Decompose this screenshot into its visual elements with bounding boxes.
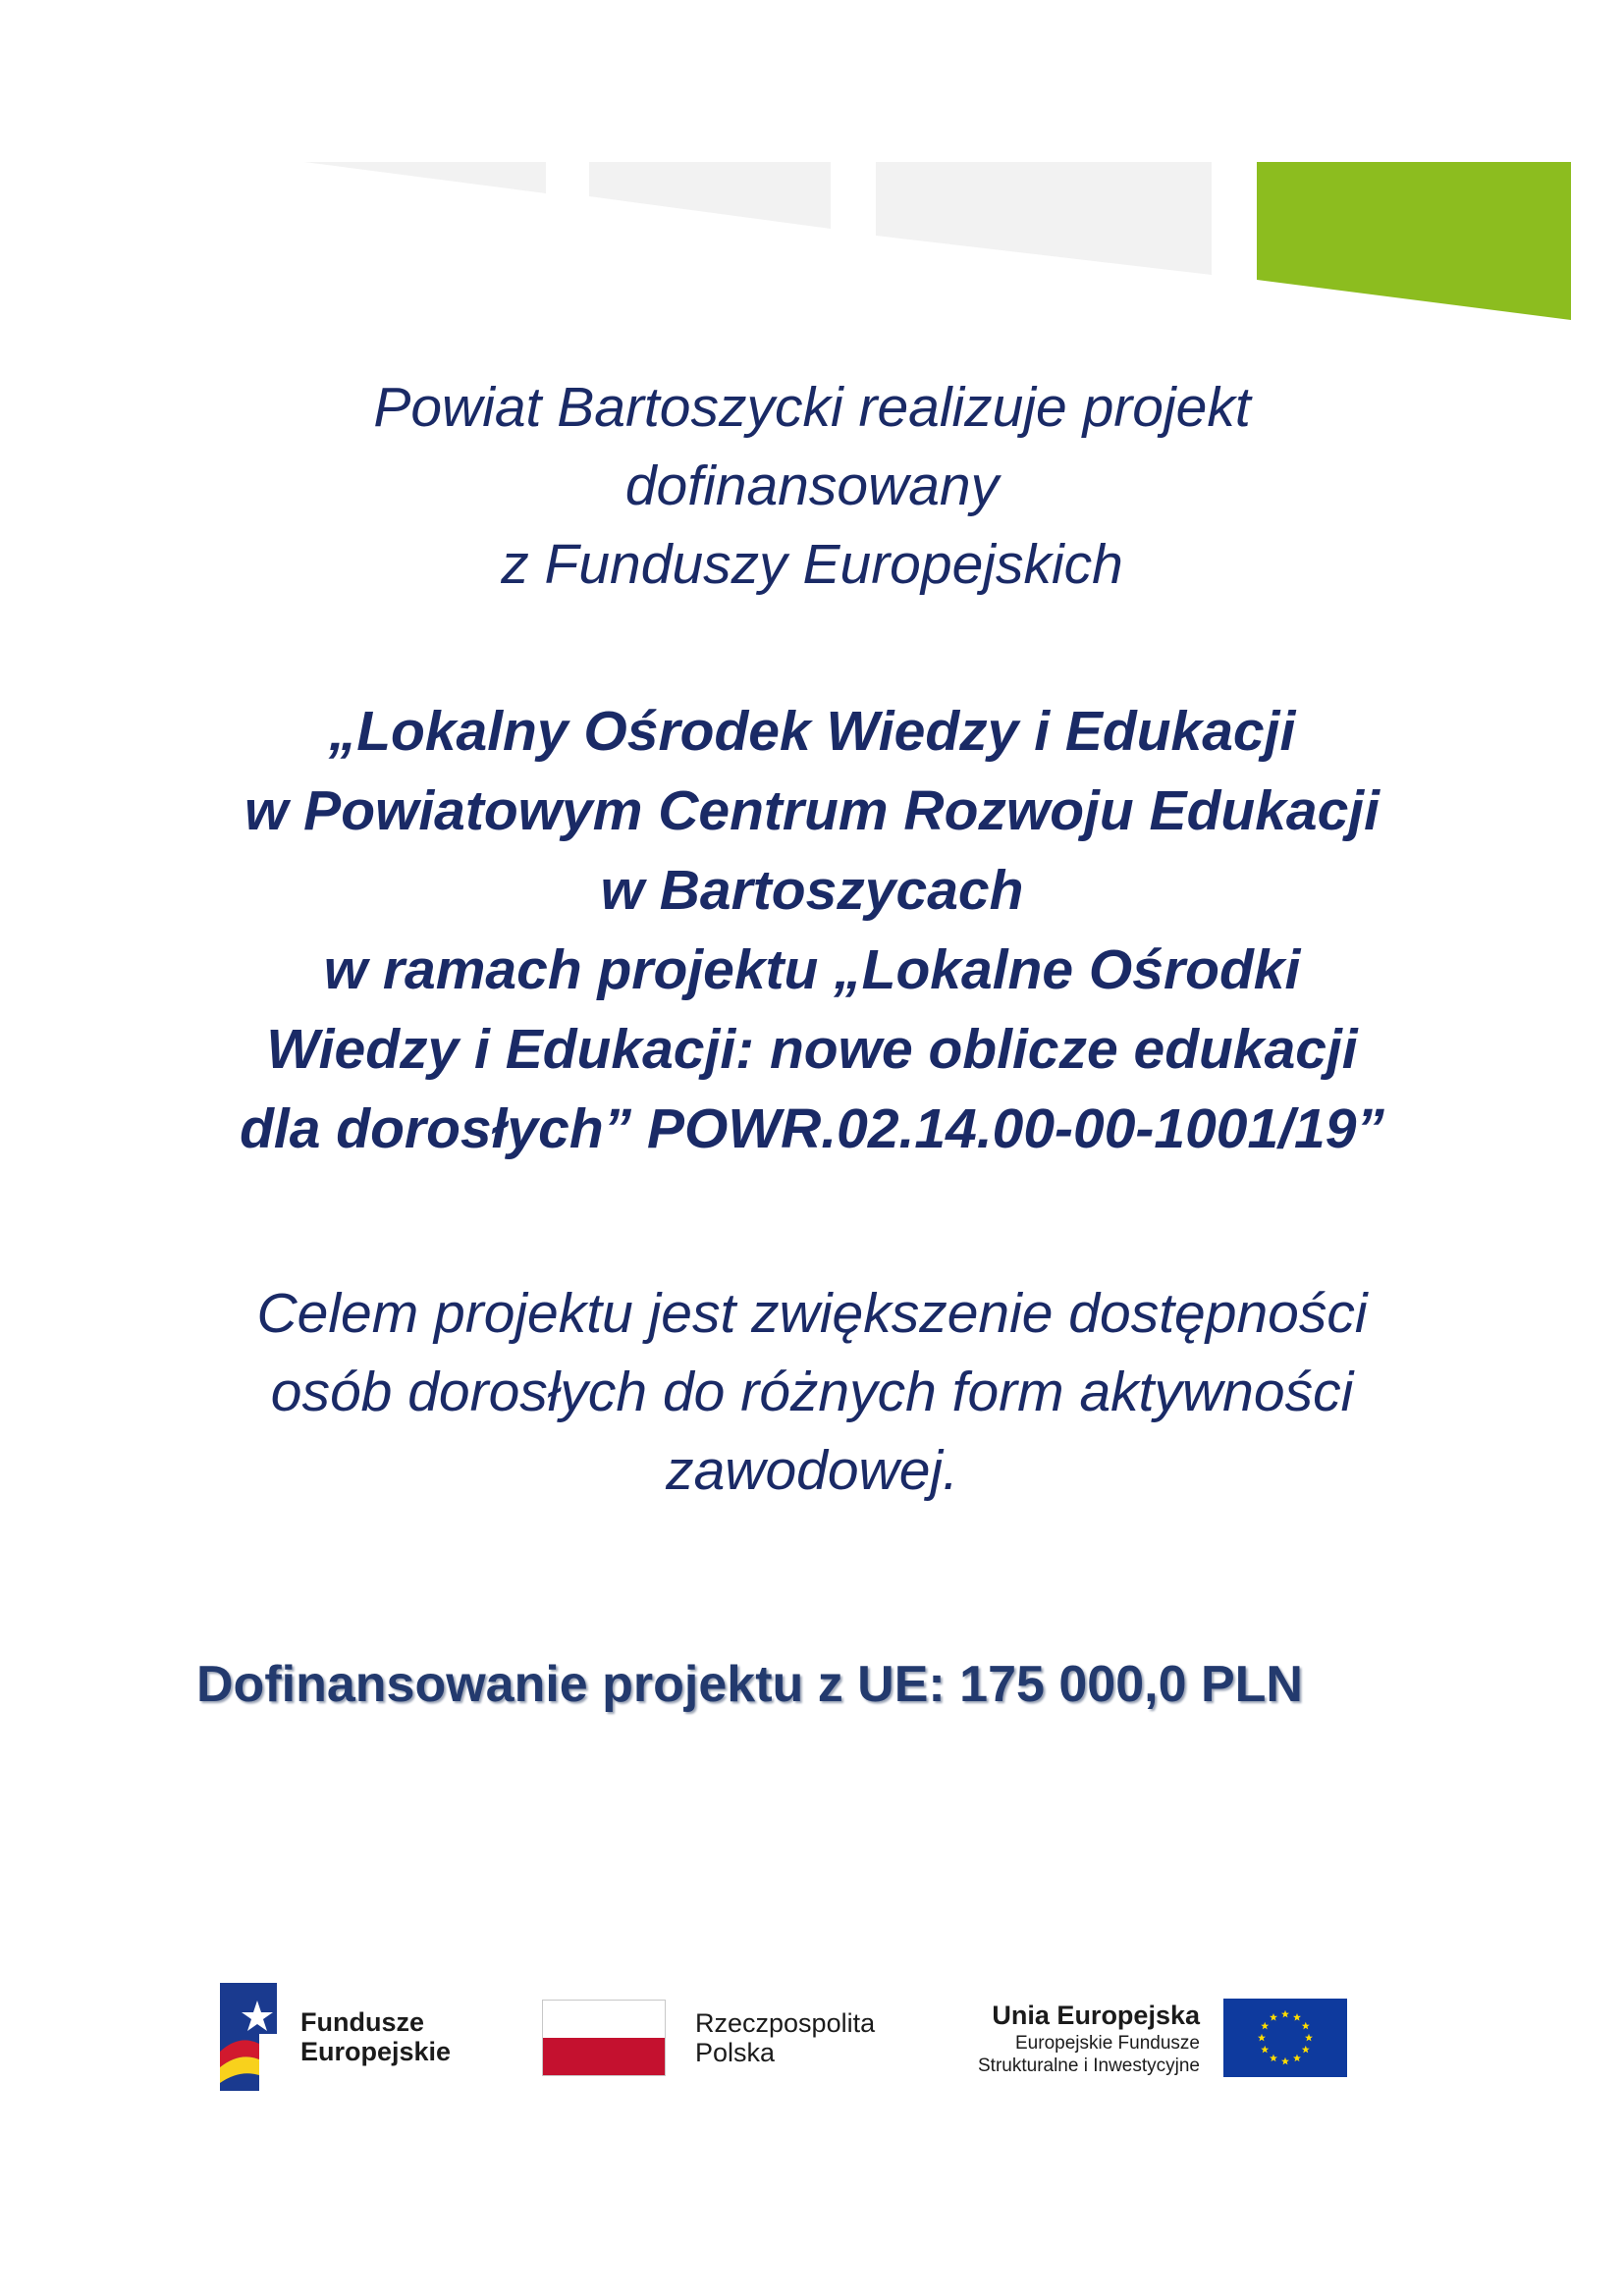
title-line-6: dla dorosłych” POWR.02.14.00-00-1001/19” — [240, 1097, 1384, 1160]
gray-band-3 — [876, 162, 1212, 275]
fe-label-line-1: Fundusze — [300, 2007, 424, 2037]
ue-label-line-3: Strukturalne i Inwestycyjne — [978, 2056, 1200, 2076]
title-line-3: w Bartoszycach — [600, 859, 1024, 922]
project-title — [0, 692, 1624, 1169]
title-line-1: „Lokalny Ośrodek Wiedzy i Edukacji — [328, 700, 1296, 763]
gray-band-2 — [589, 162, 831, 229]
rp-label-line-1: Rzeczpospolita — [695, 2008, 876, 2038]
ue-label-line-2: Europejskie Fundusze — [1015, 2033, 1200, 2054]
rp-label — [695, 2008, 875, 2067]
fe-label — [300, 2007, 451, 2066]
eu-flag-icon — [1223, 1999, 1347, 2077]
gray-band-1 — [304, 162, 546, 193]
title-line-4: w ramach projektu „Lokalne Ośrodki — [323, 938, 1301, 1001]
funding-amount: Dofinansowanie projektu z UE: 175 000,0 PLN — [196, 1656, 1303, 1713]
intro-text — [0, 368, 1624, 604]
ue-label — [978, 1999, 1200, 2077]
green-accent-block — [1257, 162, 1571, 320]
goal-line-1: Celem projektu jest zwiększenie dostępności — [256, 1282, 1368, 1345]
logo-bar — [0, 1983, 1624, 2101]
intro-line-3: z Funduszy Europejskich — [501, 533, 1123, 596]
polish-flag-icon — [542, 2000, 666, 2076]
ue-label-line-1: Unia Europejska — [992, 2001, 1200, 2030]
fundusze-europejskie-icon — [220, 1983, 277, 2091]
header-decoration — [0, 0, 1624, 334]
rp-label-line-2: Polska — [695, 2038, 776, 2067]
logo-unia-europejska — [978, 1999, 1347, 2077]
logo-fundusze-europejskie — [220, 1983, 451, 2091]
title-line-5: Wiedzy i Edukacji: nowe oblicze edukacji — [266, 1018, 1358, 1081]
title-line-2: w Powiatowym Centrum Rozwoju Edukacji — [244, 779, 1380, 842]
fe-label-line-2: Europejskie — [300, 2037, 452, 2066]
project-goal — [0, 1274, 1624, 1510]
intro-line-2: dofinansowany — [624, 454, 1000, 517]
logo-rzeczpospolita-polska — [542, 1999, 875, 2077]
goal-line-3: zawodowej. — [666, 1439, 958, 1502]
goal-line-2: osób dorosłych do różnych form aktywności — [270, 1361, 1354, 1423]
intro-line-1: Powiat Bartoszycki realizuje projekt — [373, 376, 1251, 439]
